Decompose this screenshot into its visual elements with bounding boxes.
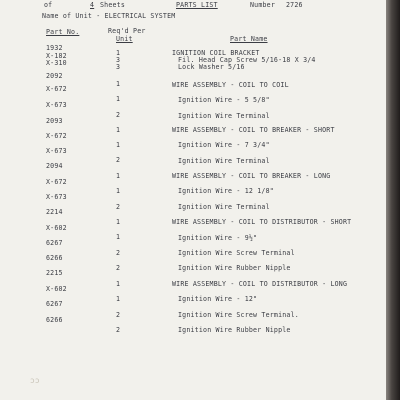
part-no-cell: X-672	[46, 132, 67, 140]
sheets-count: 4	[90, 1, 95, 9]
qty-cell: 1	[116, 233, 121, 241]
part-no-cell: X-182	[46, 52, 67, 60]
qty-cell: 1	[116, 295, 121, 303]
part-no-cell: 2214	[46, 208, 63, 216]
number-label: Number	[250, 1, 276, 9]
qty-cell: 2	[116, 203, 121, 211]
part-no-cell: X-672	[46, 178, 67, 186]
part-name-cell: WIRE ASSEMBLY - COIL TO BREAKER - LONG	[172, 172, 331, 180]
part-no-cell: X-602	[46, 285, 67, 293]
qty-cell: 2	[116, 156, 121, 164]
part-name-cell: WIRE ASSEMBLY - COIL TO BREAKER - SHORT	[172, 126, 335, 134]
qty-cell: 1	[116, 172, 121, 180]
part-name-header: Part Name	[230, 35, 268, 43]
part-name-cell: Ignition Wire - 9½"	[178, 234, 258, 242]
part-no-cell: X-673	[46, 101, 67, 109]
qty-cell: 1	[116, 126, 121, 134]
qty-cell: 3	[116, 56, 121, 64]
part-no-cell: 2215	[46, 269, 63, 277]
parts-list-title: PARTS LIST	[176, 1, 218, 9]
part-name-cell: Fil. Head Cap Screw 5/16-18 X 3/4	[178, 56, 316, 64]
part-no-cell: 6267	[46, 239, 63, 247]
part-no-cell: X-672	[46, 85, 67, 93]
qty-cell: 1	[116, 218, 121, 226]
sheets-label: Sheets	[100, 1, 126, 9]
pencil-mark-icon: ɔɔ	[30, 376, 40, 385]
part-name-cell: Ignition Wire Screw Terminal.	[178, 311, 299, 319]
qty-cell: 1	[116, 95, 121, 103]
part-name-cell: Ignition Wire Terminal	[178, 157, 270, 165]
qty-cell: 1	[116, 49, 121, 57]
part-no-cell: 2093	[46, 117, 63, 125]
part-name-cell: WIRE ASSEMBLY - COIL TO DISTRIBUTOR - SHORT	[172, 218, 352, 226]
part-no-cell: 2092	[46, 72, 63, 80]
part-no-cell: 6266	[46, 254, 63, 262]
part-no-cell: 6267	[46, 300, 63, 308]
part-name-cell: WIRE ASSEMBLY - COIL TO DISTRIBUTOR - LONG	[172, 280, 348, 288]
qty-cell: 2	[116, 111, 121, 119]
part-name-cell: IGNITION COIL BRACKET	[172, 49, 260, 57]
of-label: of	[44, 1, 53, 9]
qty-cell: 1	[116, 187, 121, 195]
part-name-cell: Ignition Wire Terminal	[178, 203, 270, 211]
qty-cell: 1	[116, 80, 121, 88]
qty-cell: 2	[116, 311, 121, 319]
part-no-cell: 1932	[46, 44, 63, 52]
number-value: 2726	[286, 1, 303, 9]
part-no-cell: X-673	[46, 147, 67, 155]
qty-cell: 1	[116, 280, 121, 288]
part-no-cell: X-673	[46, 193, 67, 201]
part-name-cell: Ignition Wire - 5 5/8"	[178, 96, 270, 104]
scanner-edge	[386, 0, 400, 400]
part-name-cell: WIRE ASSEMBLY - COIL TO COIL	[172, 81, 289, 89]
part-no-cell: 2094	[46, 162, 63, 170]
qty-cell: 3	[116, 63, 121, 71]
part-name-cell: Ignition Wire Terminal	[178, 112, 270, 120]
part-name-cell: Lock Washer 5/16	[178, 63, 245, 71]
qty-cell: 1	[116, 141, 121, 149]
part-name-cell: Ignition Wire Rubber Nipple	[178, 264, 291, 272]
part-name-cell: Ignition Wire Rubber Nipple	[178, 326, 291, 334]
part-name-cell: Ignition Wire - 7 3/4"	[178, 141, 270, 149]
qty-cell: 2	[116, 264, 121, 272]
qty-cell: 2	[116, 249, 121, 257]
part-no-cell: X-310	[46, 59, 67, 67]
part-name-cell: Ignition Wire Screw Terminal	[178, 249, 295, 257]
name-of-unit: Name of Unit - ELECTRICAL SYSTEM	[42, 12, 176, 20]
part-no-cell: X-602	[46, 224, 67, 232]
part-no-cell: 6266	[46, 316, 63, 324]
qty-cell: 2	[116, 326, 121, 334]
reqd-header-line2: Unit	[116, 35, 133, 43]
part-no-header: Part No.	[46, 28, 80, 36]
reqd-header-line1: Req'd Per	[108, 27, 146, 35]
part-name-cell: Ignition Wire - 12 1/8"	[178, 187, 274, 195]
part-name-cell: Ignition Wire - 12"	[178, 295, 258, 303]
